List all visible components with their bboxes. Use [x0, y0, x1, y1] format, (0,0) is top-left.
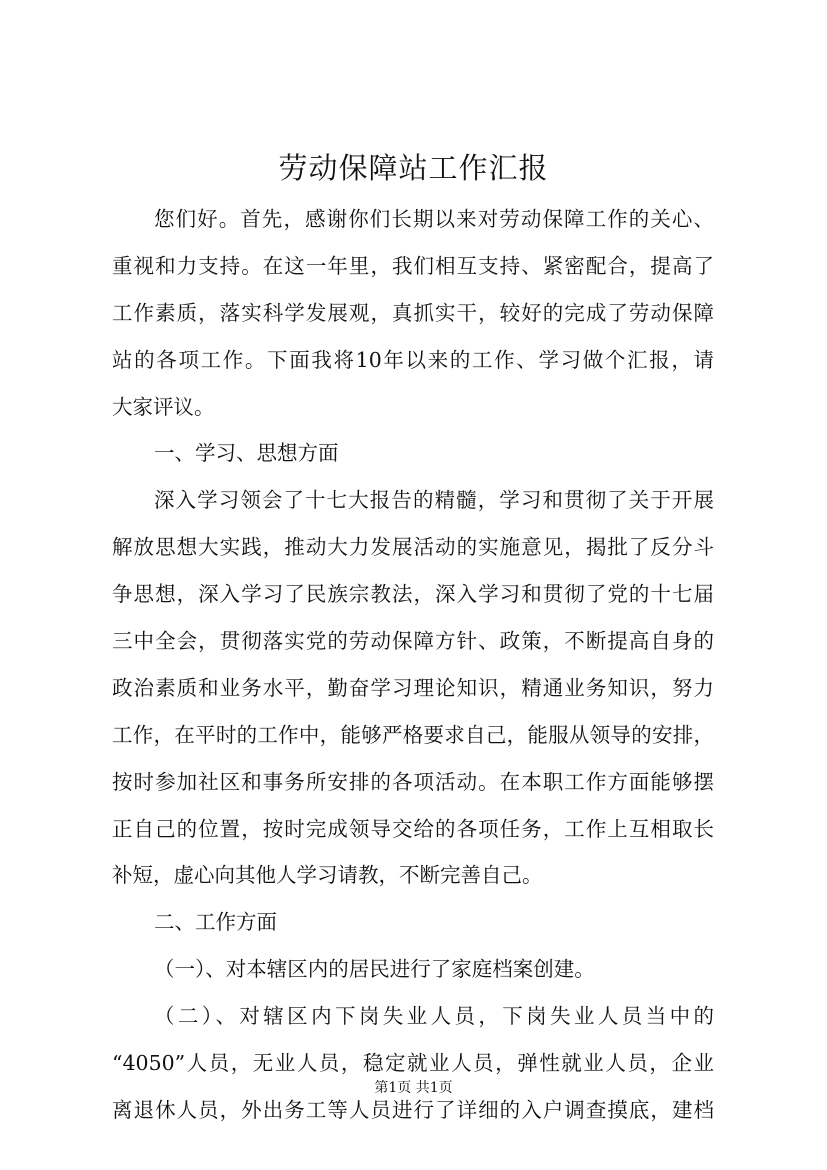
- body-line: 解放思想大实践，推动大力发展活动的实施意见，揭批了反分斗: [112, 535, 714, 560]
- body-line: （二）、对辖区内下岗失业人员，下岗失业人员当中的: [154, 1004, 714, 1029]
- body-line: 工作素质，落实科学发展观，真抓实干，较好的完成了劳动保障: [112, 300, 714, 325]
- body-line: 三中全会，贯彻落实党的劳动保障方针、政策，不断提高自身的: [112, 629, 714, 654]
- body-line: 离退休人员，外出务工等人员进行了详细的入户调查摸底，建档: [112, 1097, 714, 1122]
- body-line: 按时参加社区和事务所安排的各项活动。在本职工作方面能够摆: [112, 769, 714, 794]
- body-line: “4050”人员，无业人员，稳定就业人员，弹性就业人员，企业: [112, 1051, 714, 1076]
- section-heading: 一、学习、思想方面: [154, 441, 339, 466]
- body-line: 工作，在平时的工作中，能够严格要求自己，能服从领导的安排，: [112, 722, 714, 747]
- body-line: （一）、对本辖区内的居民进行了家庭档案创建。: [154, 957, 595, 982]
- body-line: 正自己的位置，按时完成领导交给的各项任务，工作上互相取长: [112, 816, 714, 841]
- body-line: 补短，虚心向其他人学习请教，不断完善自己。: [112, 863, 543, 888]
- document-body: [112, 196, 714, 1134]
- section-heading: 二、工作方面: [154, 910, 277, 935]
- body-line: 深入学习领会了十七大报告的精髓，学习和贯彻了关于开展: [154, 488, 714, 513]
- body-line: 重视和力支持。在这一年里，我们相互支持、紧密配合，提高了: [112, 253, 714, 278]
- body-line: 政治素质和业务水平，勤奋学习理论知识，精通业务知识，努力: [112, 675, 714, 700]
- body-line: 大家评议。: [112, 394, 215, 419]
- body-line: 您们好。首先，感谢你们长期以来对劳动保障工作的关心、: [154, 207, 714, 231]
- body-line: 站的各项工作。下面我将10年以来的工作、学习做个汇报，请: [112, 347, 714, 372]
- page-footer: 第1页 共1页: [374, 1080, 453, 1096]
- document-title: 劳动保障站工作汇报: [278, 151, 549, 185]
- body-line: 争思想，深入学习了民族宗教法，深入学习和贯彻了党的十七届: [112, 582, 714, 607]
